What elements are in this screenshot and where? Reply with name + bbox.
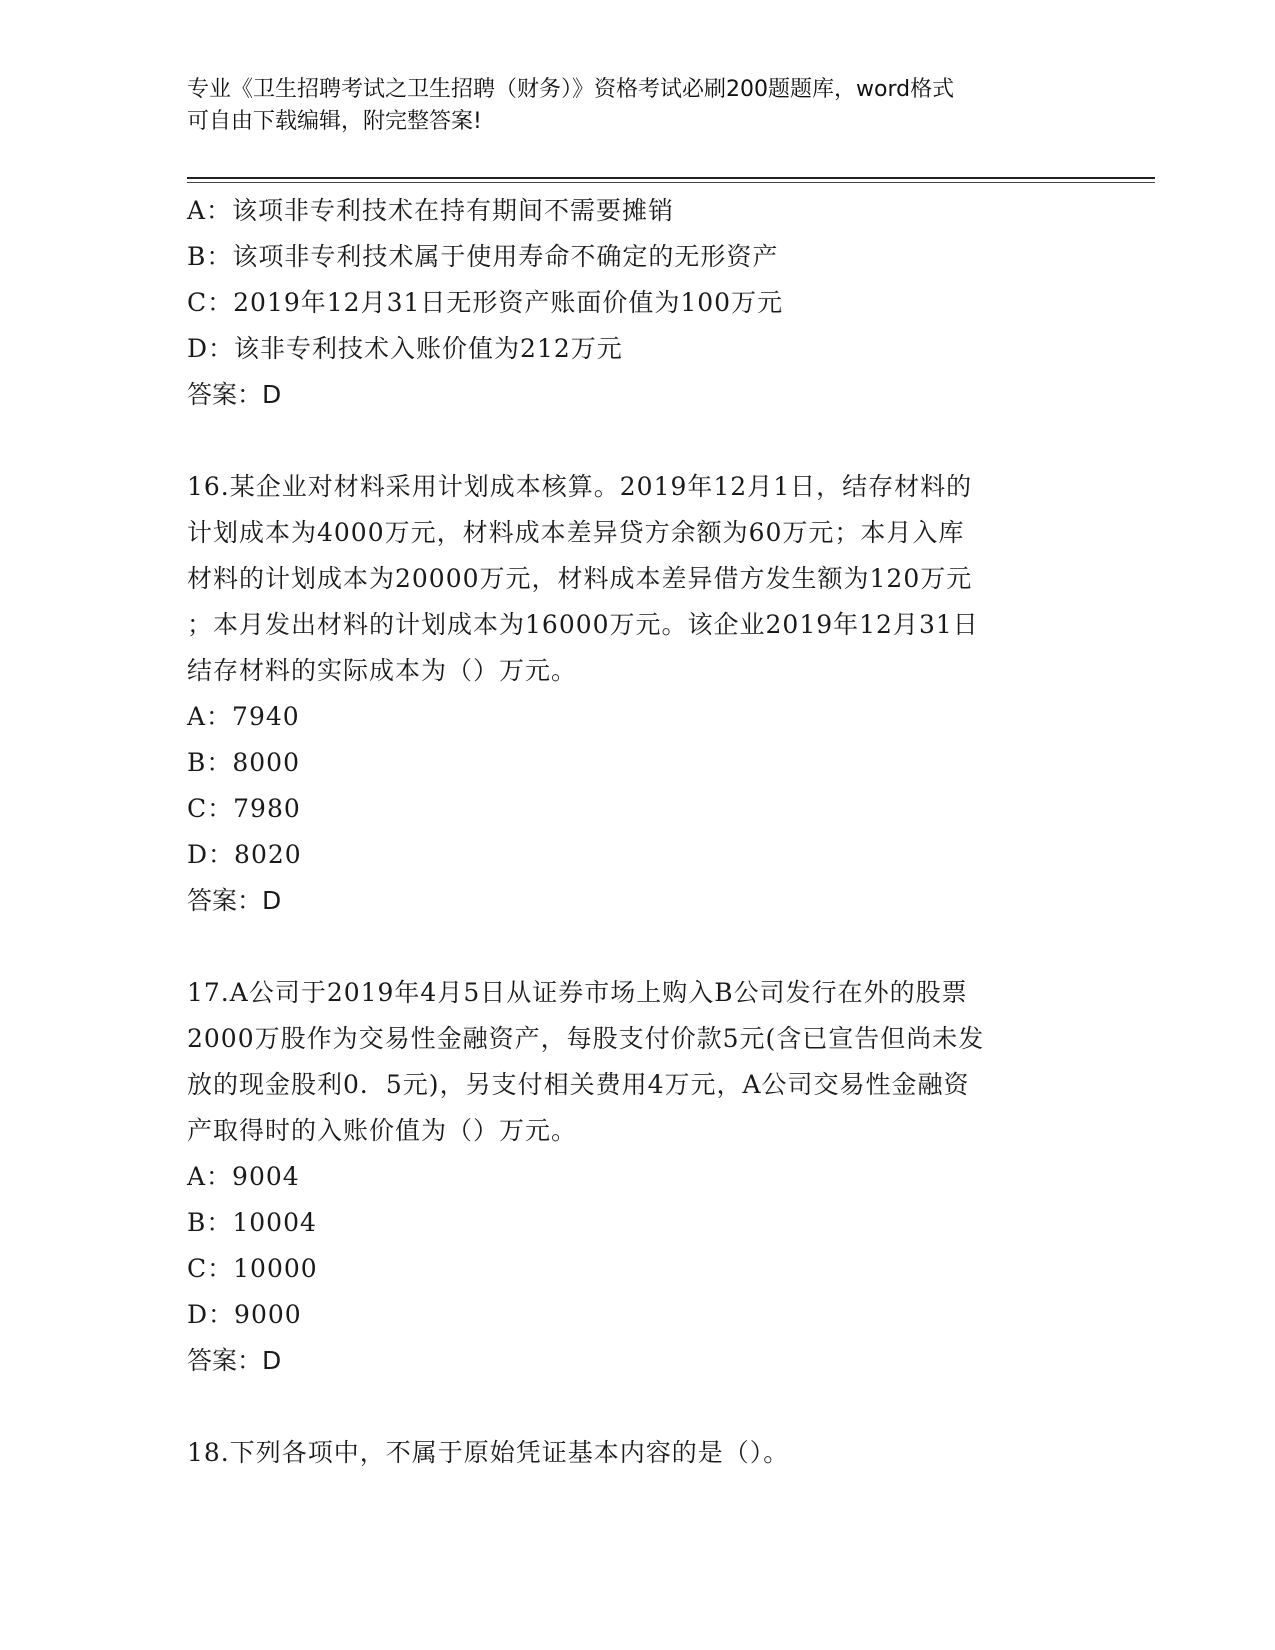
option-c: C：10000 — [187, 1254, 318, 1283]
question-content — [187, 188, 1087, 1476]
question-18 — [187, 1430, 1087, 1476]
answer: 答案：D — [187, 1346, 282, 1375]
header-title-line-2: 可自由下载编辑，附完整答案! — [187, 109, 482, 134]
question-stem-line: ；本月发出材料的计划成本为16000万元。该企业2019年12月31日 — [187, 610, 979, 639]
question-stem-line: 17.A公司于2019年4月5日从证券市场上购入B公司发行在外的股票 — [187, 978, 968, 1007]
question-stem-line: 18.下列各项中，不属于原始凭证基本内容的是（）。 — [187, 1438, 790, 1467]
option-d: D：9000 — [187, 1300, 302, 1329]
document-header — [187, 74, 1067, 138]
option-a: A：7940 — [187, 702, 300, 731]
header-divider-thin — [187, 182, 1155, 183]
question-stem-line: 16.某企业对材料采用计划成本核算。2019年12月1日，结存材料的 — [187, 472, 973, 501]
option-c: C：7980 — [187, 794, 301, 823]
option-b: B：该项非专利技术属于使用寿命不确定的无形资产 — [187, 242, 779, 271]
option-d: D：8020 — [187, 840, 302, 869]
option-b: B：10004 — [187, 1208, 317, 1237]
question-17 — [187, 970, 1087, 1384]
question-15-options — [187, 188, 1087, 418]
question-stem-line: 材料的计划成本为20000万元，材料成本差异借方发生额为120万元 — [187, 564, 973, 593]
option-b: B：8000 — [187, 748, 300, 777]
header-divider-thick — [187, 177, 1155, 179]
question-16 — [187, 464, 1087, 924]
header-title-line-1: 专业《卫生招聘考试之卫生招聘（财务）》资格考试必刷200题题库，word格式 — [187, 77, 955, 102]
question-stem-line: 结存材料的实际成本为（）万元。 — [187, 656, 578, 685]
question-stem-line: 产取得时的入账价值为（）万元。 — [187, 1116, 578, 1145]
option-a: A：9004 — [187, 1162, 300, 1191]
answer: 答案：D — [187, 886, 282, 915]
answer: 答案：D — [187, 380, 282, 409]
option-c: C：2019年12月31日无形资产账面价值为100万元 — [187, 288, 784, 317]
question-stem-line: 计划成本为4000万元，材料成本差异贷方余额为60万元；本月入库 — [187, 518, 965, 547]
question-stem-line: 2000万股作为交易性金融资产，每股支付价款5元(含已宣告但尚未发 — [187, 1024, 985, 1053]
option-d: D：该非专利技术入账价值为212万元 — [187, 334, 623, 363]
question-stem-line: 放的现金股利0．5元)，另支付相关费用4万元，A公司交易性金融资 — [187, 1070, 970, 1099]
option-a: A：该项非专利技术在持有期间不需要摊销 — [187, 196, 675, 225]
